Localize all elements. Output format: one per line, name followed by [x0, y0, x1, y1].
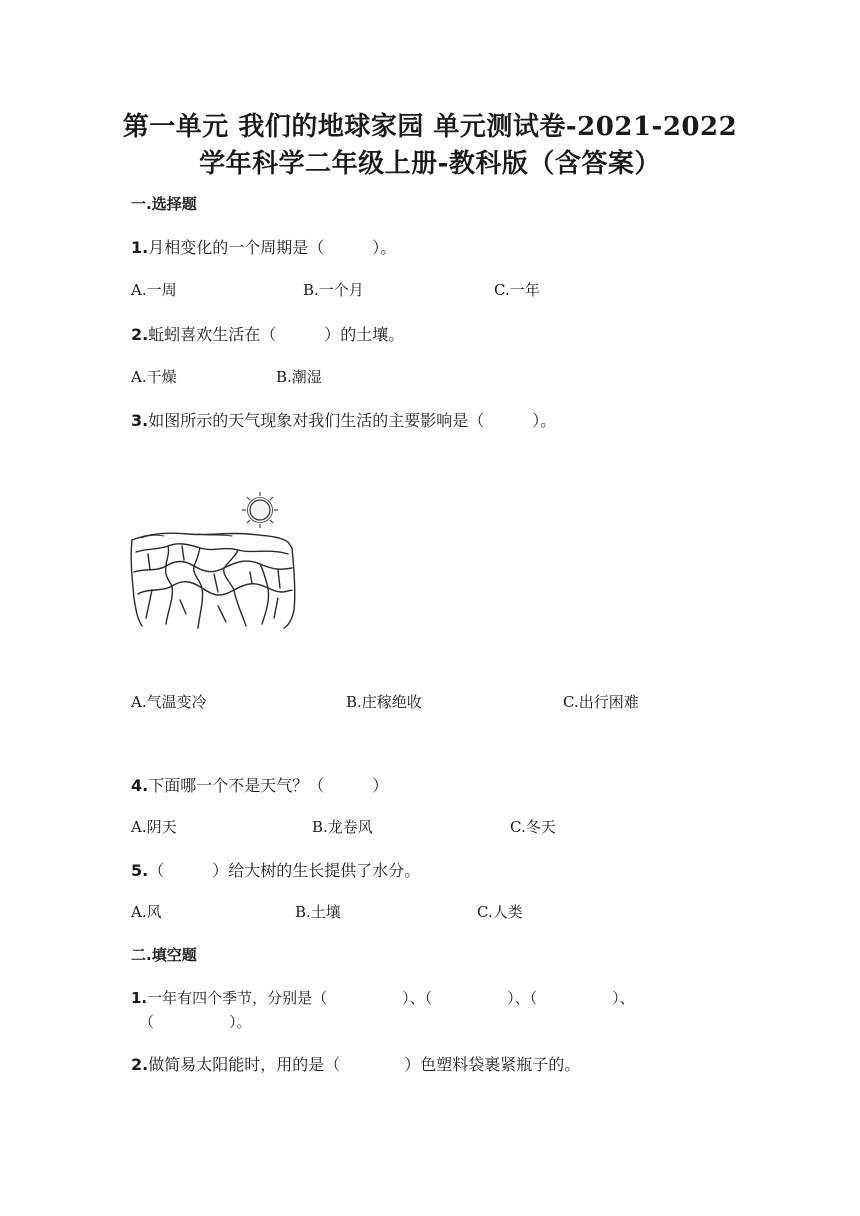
question-number: 4. — [131, 776, 149, 795]
question-text-line2: （ ）。 — [139, 1013, 252, 1031]
question-number: 1. — [131, 989, 148, 1007]
question-5 — [131, 858, 420, 881]
fill-question-1 — [131, 987, 635, 1008]
section-heading-fill: 二.填空题 — [131, 946, 197, 964]
section-heading-choice: 一.选择题 — [131, 195, 197, 213]
option-3c[interactable]: C.出行困难 — [563, 693, 639, 711]
question-text: 做简易太阳能时，用的是（ ）色塑料袋裹紧瓶子的。 — [148, 1055, 581, 1074]
option-5a[interactable]: A.风 — [131, 903, 162, 921]
drought-illustration — [128, 488, 300, 632]
fill-question-2 — [131, 1052, 580, 1075]
option-3b[interactable]: B.庄稼绝收 — [346, 693, 422, 711]
option-4b[interactable]: B.龙卷风 — [312, 818, 373, 836]
question-3 — [131, 408, 556, 431]
question-number: 2. — [131, 325, 149, 344]
option-2b[interactable]: B.潮湿 — [276, 368, 322, 386]
option-1b[interactable]: B.一个月 — [303, 281, 364, 299]
question-text: 月相变化的一个周期是（ ）。 — [148, 238, 397, 257]
question-text: 蚯蚓喜欢生活在（ ）的土壤。 — [148, 325, 405, 344]
page-title-line1: 第一单元 我们的地球家园 单元测试卷-2021-2022 — [122, 112, 738, 142]
option-1c[interactable]: C.一年 — [494, 281, 540, 299]
question-number: 3. — [131, 411, 149, 430]
question-4 — [131, 773, 388, 796]
question-text: 下面哪一个不是天气？（ ） — [148, 776, 389, 795]
option-4c[interactable]: C.冬天 — [510, 818, 556, 836]
question-text: 如图所示的天气现象对我们生活的主要影响是（ ）。 — [148, 411, 557, 430]
cracked-earth-icon — [131, 533, 295, 628]
question-text-line1: 一年有四个季节，分别是（ ）、（ ）、（ ）、 — [147, 989, 635, 1007]
option-5c[interactable]: C.人类 — [477, 903, 523, 921]
question-text: （ ）给大树的生长提供了水分。 — [148, 861, 421, 880]
question-number: 2. — [131, 1055, 149, 1074]
question-1 — [131, 235, 396, 258]
sun-icon — [242, 492, 278, 528]
option-2a[interactable]: A.干燥 — [131, 368, 177, 386]
question-number: 1. — [131, 238, 149, 257]
option-3a[interactable]: A.气温变冷 — [131, 693, 207, 711]
question-number: 5. — [131, 861, 149, 880]
page-title-line2: 学年科学二年级上册-教科版（含答案） — [199, 149, 661, 179]
option-5b[interactable]: B.土壤 — [295, 903, 341, 921]
option-4a[interactable]: A.阴天 — [131, 818, 177, 836]
question-2 — [131, 322, 404, 345]
option-1a[interactable]: A.一周 — [131, 281, 177, 299]
